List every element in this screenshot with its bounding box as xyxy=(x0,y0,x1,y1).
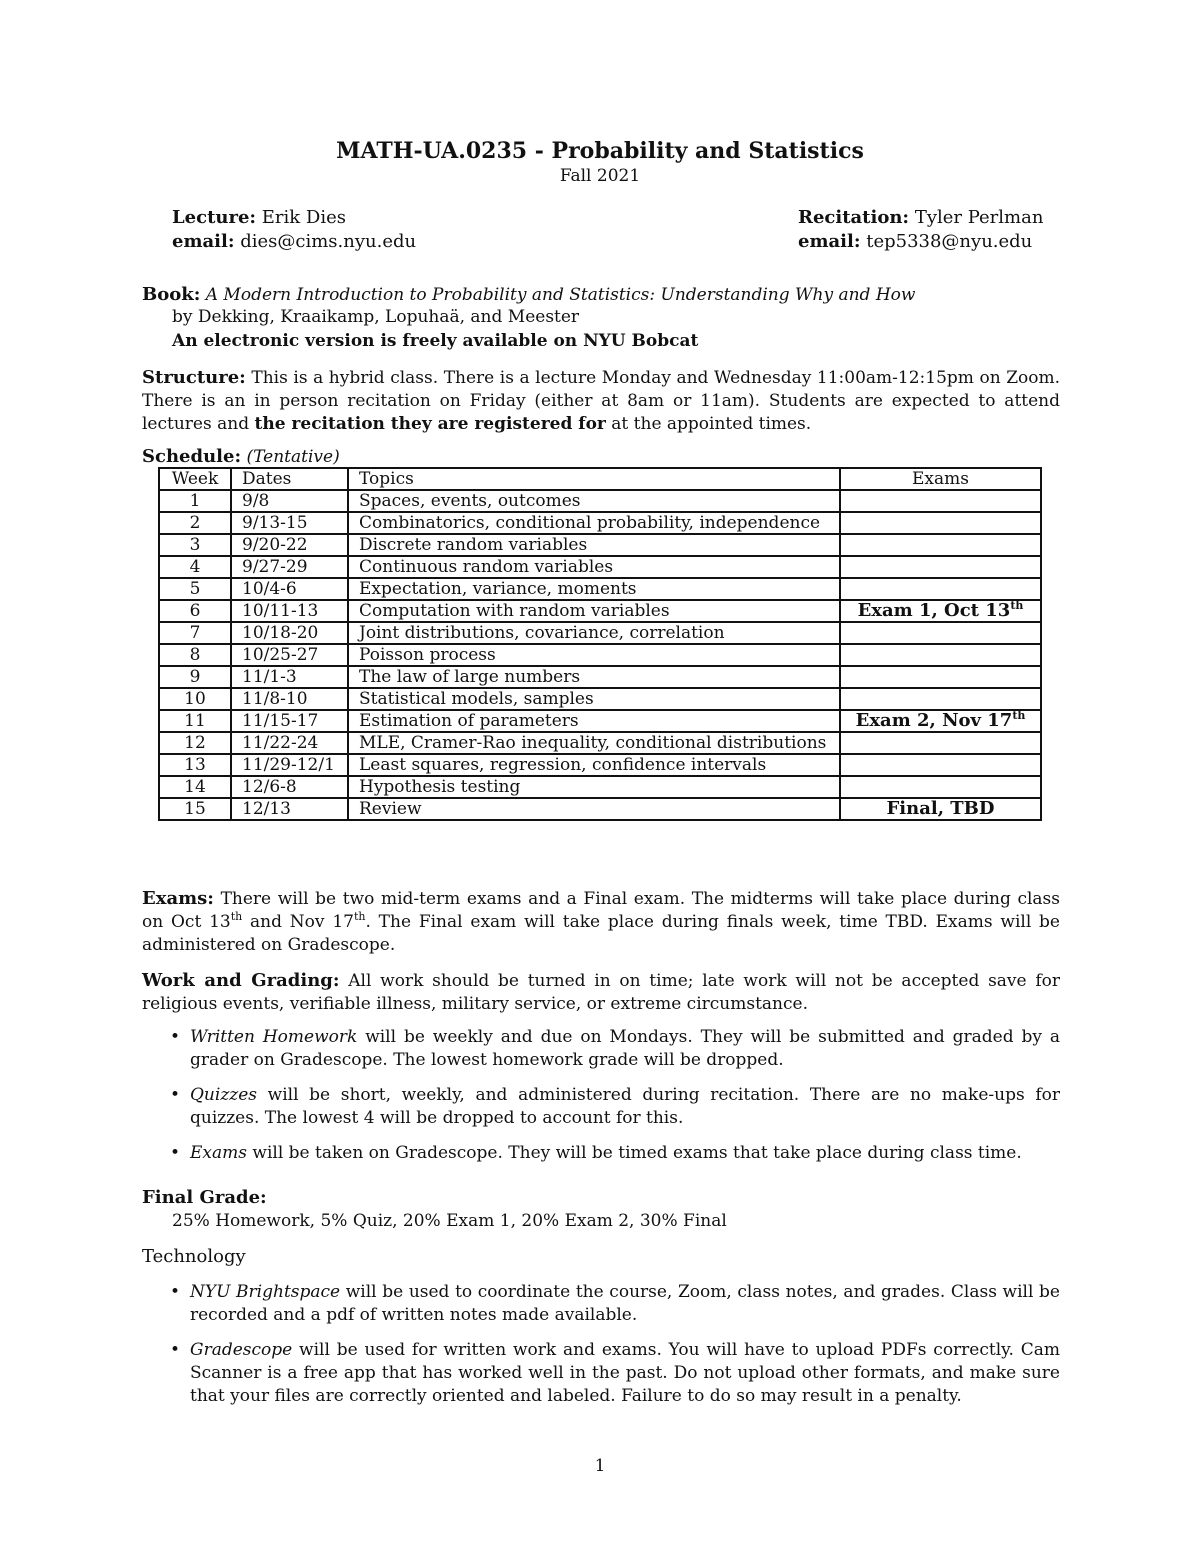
structure-text-1: This is a hybrid class. There is a lecture Monday and Wednesday 11:00am-12:15pm on Zoom. There is an in person recitation on Friday (either at 8am or 11am). Students are expected to attend lectures and xyxy=(142,368,1060,434)
table-row xyxy=(159,666,1041,688)
cell-dates: 11/29-12/1 xyxy=(231,754,348,776)
cell-exam xyxy=(840,490,1041,512)
lecture-info xyxy=(172,207,346,228)
cell-dates: 10/11-13 xyxy=(231,600,348,622)
cell-exam xyxy=(840,798,1041,820)
lecture-email-label: email: xyxy=(172,231,235,252)
list-item xyxy=(170,1281,1060,1327)
structure-label: Structure: xyxy=(142,367,246,388)
bullet-icon: • xyxy=(170,1340,181,1360)
cell-exam xyxy=(840,534,1041,556)
final-grade-text: 25% Homework, 5% Quiz, 20% Exam 1, 20% Exam 2, 30% Final xyxy=(172,1211,727,1231)
cell-topic: The law of large numbers xyxy=(348,666,840,688)
recitation-email-label: email: xyxy=(798,231,861,252)
cell-exam xyxy=(840,732,1041,754)
term-label: Fall 2021 xyxy=(559,166,641,186)
cell-exam xyxy=(840,754,1041,776)
book-line xyxy=(142,284,915,305)
cell-week: 1 xyxy=(159,490,231,512)
item-em: Quizzes xyxy=(190,1085,258,1105)
item-text: will be used for written work and exams. You will have to upload PDFs correctly. Cam Scanner is a free app that has worked well in the past. Do not upload other formats, and make sure that your files are correctly oriented and labeled. Failure to do so may result in a penalty. xyxy=(190,1340,1060,1406)
table-row xyxy=(159,622,1041,644)
item-text: will be short, weekly, and administered during recitation. There are no make-ups for quizzes. The lowest 4 will be dropped to account for this. xyxy=(190,1085,1060,1128)
book-label: Book: xyxy=(142,284,201,305)
table-row xyxy=(159,644,1041,666)
header-topics: Topics xyxy=(348,468,840,490)
table-row xyxy=(159,776,1041,798)
cell-exam xyxy=(840,666,1041,688)
list-item xyxy=(170,1084,1060,1130)
exam-sup: th xyxy=(1010,599,1024,612)
cell-week: 10 xyxy=(159,688,231,710)
cell-week: 15 xyxy=(159,798,231,820)
structure-paragraph xyxy=(142,366,1060,436)
item-text: will be weekly and due on Mondays. They will be submitted and graded by a grader on Gradescope. The lowest homework grade will be dropped. xyxy=(190,1027,1060,1070)
recitation-label: Recitation: xyxy=(798,207,910,228)
schedule-header-row xyxy=(159,468,1041,490)
grading-paragraph xyxy=(142,969,1060,1016)
table-row xyxy=(159,600,1041,622)
lecture-name: Erik Dies xyxy=(261,207,347,228)
table-row xyxy=(159,578,1041,600)
cell-exam xyxy=(840,512,1041,534)
cell-dates: 10/18-20 xyxy=(231,622,348,644)
cell-topic: Estimation of parameters xyxy=(348,710,840,732)
page-number: 1 xyxy=(594,1456,606,1476)
list-item xyxy=(170,1339,1060,1408)
bullet-icon: • xyxy=(170,1085,181,1105)
book-title: A Modern Introduction to Probability and Statistics: Understanding Why and How xyxy=(205,285,916,305)
lecture-email-info xyxy=(172,231,416,252)
list-item xyxy=(170,1026,1060,1072)
cell-topic: Review xyxy=(348,798,840,820)
exams-text-1: There will be two mid-term exams and a Final exam. The midterms will take place during class on Oct 13 xyxy=(142,889,1060,932)
grading-text: All work should be turned in on time; late work will not be accepted save for religious events, verifiable illness, military service, or extreme circumstance. xyxy=(142,971,1060,1014)
schedule-heading xyxy=(142,446,340,467)
cell-topic: MLE, Cramer-Rao inequality, conditional distributions xyxy=(348,732,840,754)
final-grade-label: Final Grade: xyxy=(142,1187,267,1208)
table-row xyxy=(159,798,1041,820)
exam-text: Exam 1, Oct 13 xyxy=(857,600,1011,621)
grading-list xyxy=(170,1026,1060,1177)
cell-dates: 11/15-17 xyxy=(231,710,348,732)
cell-week: 8 xyxy=(159,644,231,666)
bullet-icon: • xyxy=(170,1027,181,1047)
table-row xyxy=(159,534,1041,556)
cell-exam xyxy=(840,600,1041,622)
exams-sup-1: th xyxy=(230,910,243,923)
header-exams: Exams xyxy=(840,468,1041,490)
cell-dates: 9/8 xyxy=(231,490,348,512)
cell-topic: Computation with random variables xyxy=(348,600,840,622)
cell-exam xyxy=(840,776,1041,798)
cell-topic: Hypothesis testing xyxy=(348,776,840,798)
cell-week: 9 xyxy=(159,666,231,688)
exams-sup-2: th xyxy=(353,910,366,923)
bullet-icon: • xyxy=(170,1282,181,1302)
cell-exam xyxy=(840,556,1041,578)
table-row xyxy=(159,754,1041,776)
document-title: MATH-UA.0235 - Probability and Statistics xyxy=(336,138,864,164)
cell-dates: 11/8-10 xyxy=(231,688,348,710)
book-authors: by Dekking, Kraaikamp, Lopuhaä, and Meester xyxy=(172,307,580,327)
item-em: NYU Brightspace xyxy=(190,1282,341,1302)
cell-exam xyxy=(840,622,1041,644)
item-text: will be used to coordinate the course, Zoom, class notes, and grades. Class will be recorded and a pdf of written notes made available. xyxy=(190,1282,1060,1325)
cell-exam xyxy=(840,710,1041,732)
cell-week: 4 xyxy=(159,556,231,578)
cell-dates: 11/22-24 xyxy=(231,732,348,754)
exams-text-3: . The Final exam will take place during finals week, time TBD. Exams will be administered on Gradescope. xyxy=(142,912,1060,955)
cell-dates: 9/13-15 xyxy=(231,512,348,534)
header-week: Week xyxy=(159,468,231,490)
item-em: Exams xyxy=(190,1143,247,1163)
cell-dates: 10/4-6 xyxy=(231,578,348,600)
cell-dates: 10/25-27 xyxy=(231,644,348,666)
lecture-email: dies@cims.nyu.edu xyxy=(240,231,417,252)
schedule-label: Schedule: xyxy=(142,446,242,467)
cell-exam xyxy=(840,688,1041,710)
table-row xyxy=(159,710,1041,732)
lecture-label: Lecture: xyxy=(172,207,257,228)
header-dates: Dates xyxy=(231,468,348,490)
item-em: Written Homework xyxy=(190,1027,358,1047)
technology-list xyxy=(170,1281,1060,1420)
recitation-email: tep5338@nyu.edu xyxy=(866,231,1033,252)
cell-topic: Least squares, regression, confidence intervals xyxy=(348,754,840,776)
cell-topic: Expectation, variance, moments xyxy=(348,578,840,600)
table-row xyxy=(159,556,1041,578)
technology-label: Technology xyxy=(142,1246,246,1267)
exam-text: Final, TBD xyxy=(886,798,995,819)
exam-sup: th xyxy=(1012,709,1026,722)
cell-dates: 12/13 xyxy=(231,798,348,820)
cell-week: 5 xyxy=(159,578,231,600)
table-row xyxy=(159,688,1041,710)
cell-topic: Spaces, events, outcomes xyxy=(348,490,840,512)
cell-week: 2 xyxy=(159,512,231,534)
table-row xyxy=(159,732,1041,754)
cell-week: 7 xyxy=(159,622,231,644)
cell-week: 6 xyxy=(159,600,231,622)
structure-text-2: at the appointed times. xyxy=(605,414,812,434)
exam-text: Exam 2, Nov 17 xyxy=(855,710,1013,731)
cell-dates: 9/27-29 xyxy=(231,556,348,578)
cell-week: 3 xyxy=(159,534,231,556)
table-row xyxy=(159,512,1041,534)
cell-topic: Discrete random variables xyxy=(348,534,840,556)
list-item xyxy=(170,1142,1060,1165)
cell-exam xyxy=(840,578,1041,600)
cell-topic: Poisson process xyxy=(348,644,840,666)
recitation-email-info xyxy=(798,231,1032,252)
recitation-name: Tyler Perlman xyxy=(914,207,1044,228)
schedule-note: (Tentative) xyxy=(246,447,340,467)
cell-week: 11 xyxy=(159,710,231,732)
book-availability: An electronic version is freely available on NYU Bobcat xyxy=(172,331,699,351)
cell-dates: 12/6-8 xyxy=(231,776,348,798)
structure-emphasis: the recitation they are registered for xyxy=(254,414,606,434)
exams-text-2: and Nov 17 xyxy=(242,912,354,932)
schedule-table xyxy=(158,467,1042,821)
cell-dates: 9/20-22 xyxy=(231,534,348,556)
cell-topic: Joint distributions, covariance, correlation xyxy=(348,622,840,644)
cell-week: 12 xyxy=(159,732,231,754)
cell-topic: Statistical models, samples xyxy=(348,688,840,710)
exams-paragraph xyxy=(142,887,1060,957)
item-em: Gradescope xyxy=(190,1340,293,1360)
grading-label: Work and Grading: xyxy=(142,970,340,991)
exams-label: Exams: xyxy=(142,888,214,909)
recitation-info xyxy=(798,207,1043,228)
cell-exam xyxy=(840,644,1041,666)
bullet-icon: • xyxy=(170,1143,181,1163)
item-text: will be taken on Gradescope. They will be timed exams that take place during class time. xyxy=(246,1143,1022,1163)
cell-week: 14 xyxy=(159,776,231,798)
cell-topic: Continuous random variables xyxy=(348,556,840,578)
table-row xyxy=(159,490,1041,512)
cell-dates: 11/1-3 xyxy=(231,666,348,688)
cell-topic: Combinatorics, conditional probability, independence xyxy=(348,512,840,534)
cell-week: 13 xyxy=(159,754,231,776)
